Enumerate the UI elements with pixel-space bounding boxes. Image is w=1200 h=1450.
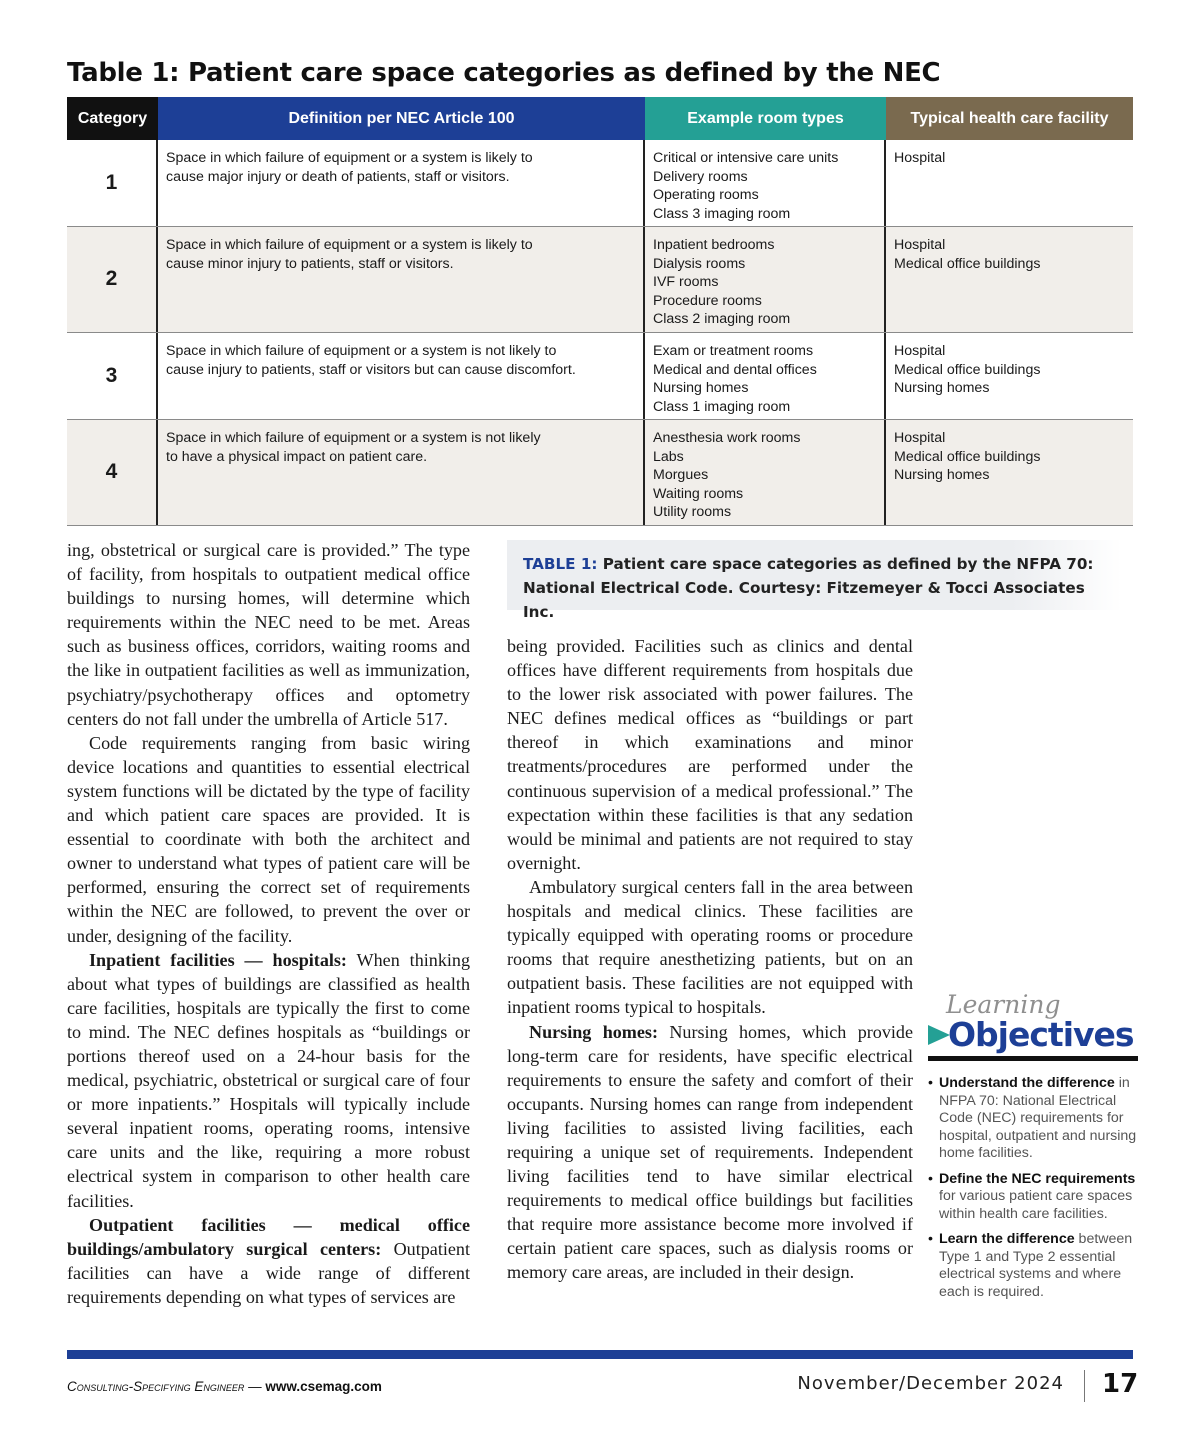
definition-cell: Space in which failure of equipment or a system is likely to cause major injury or death of patients, staff or visitors. xyxy=(158,140,645,226)
learning-script: Learning xyxy=(946,990,1061,1019)
subhead-outpatient: Outpatient facilities — medical office buildings/ambulatory surgical centers: xyxy=(67,1214,470,1259)
paragraph: ing, obstetrical or surgical care is provided.” The type of facility, from hospitals to outpatient medical office buildings to nursing homes, will determine which requirements within the NEC need to be met. Areas such as business offices, corridors, waiting rooms and the like in outpatient facilities as well as immunization, psychiatry/psychotherapy offices and optometry centers do not fall under the umbrella of Article 517. xyxy=(67,540,470,729)
facility-cell: Hospital Medical office buildings Nursing homes xyxy=(894,430,1041,483)
rooms-cell: Critical or intensive care units Delivery rooms Operating rooms Class 3 imaging room xyxy=(645,140,886,226)
table-row xyxy=(67,333,1133,420)
paragraph: Code requirements ranging from basic wiring device locations and quantities to essential electrical system functions will be dictated by the type of facility and which patient care spaces are provided. It is essential to coordinate with both the architect and owner to understand what types of patient care will be performed, ensuring the correct set of requirements within the NEC are followed, to prevent the over or under, designing of the facility. xyxy=(67,732,470,946)
definition-cell: Space in which failure of equipment or a system is likely to cause minor injury to patients, staff or visitors. xyxy=(158,227,645,332)
paragraph: Inpatient facilities — hospitals: When thinking about what types of buildings are classified as health care facilities, hospitals are typically the first to come to mind. The NEC defines hospitals as “buildings or portions thereof used on a 24-hour basis for the medical, psychiatric, obstetrical or surgical care of four or more inpatients.” Hospitals will typically include several inpatient rooms, operating rooms, intensive care units and the like, requiring a more robust electrical system in comparison to other health care facilities. xyxy=(67,949,471,1211)
objective-item: • Learn the difference between Type 1 and Type 2 essential electrical systems and where each is required. xyxy=(928,1231,1133,1300)
table-caption xyxy=(507,540,1122,621)
arrow-icon xyxy=(928,1025,950,1045)
category-cell: 3 xyxy=(67,333,158,419)
table-row xyxy=(67,420,1133,526)
rooms-cell: Inpatient bedrooms Dialysis rooms IVF rooms Procedure rooms Class 2 imaging room xyxy=(645,227,886,332)
facility-cell: Hospital Medical office buildings Nursing homes xyxy=(894,343,1041,396)
objective-item: • Understand the difference in NFPA 70: National Electrical Code (NEC) requirements for hospital, outpatient and nursing home facilities. xyxy=(928,1075,1137,1161)
rooms-cell: Anesthesia work rooms Labs Morgues Waiting rooms Utility rooms xyxy=(645,420,886,525)
caption-label: TABLE 1: xyxy=(523,555,598,573)
facility-cell: Hospital xyxy=(894,150,946,166)
paragraph: Outpatient facilities — medical office buildings/ambulatory surgical centers: Outpatient facilities can have a wide range of different requirements depending on what types of services are xyxy=(67,1214,470,1307)
header-facility: Typical health care facility xyxy=(886,97,1133,140)
page-number: 17 xyxy=(1102,1369,1139,1399)
issue-date: November/December 2024 xyxy=(797,1373,1064,1394)
table-row xyxy=(67,140,1133,227)
body-column-right xyxy=(507,634,913,1285)
body-column-left xyxy=(67,538,470,1309)
bullet-icon: • xyxy=(928,1231,933,1247)
header-room-types: Example room types xyxy=(645,97,886,140)
rooms-cell: Exam or treatment rooms Medical and dental offices Nursing homes Class 1 imaging room xyxy=(645,333,886,419)
table-header xyxy=(67,97,1133,140)
category-cell: 2 xyxy=(67,227,158,332)
facility-cell: Hospital Medical office buildings xyxy=(894,237,1041,272)
subhead-inpatient: Inpatient facilities — hospitals: xyxy=(89,949,347,970)
definition-cell: Space in which failure of equipment or a system is not likely to cause injury to patients, staff or visitors but can cause discomfort. xyxy=(158,333,645,419)
footer-publication: Consulting-Specifying Engineer — www.csemag.com xyxy=(67,1379,382,1394)
definition-cell: Space in which failure of equipment or a system is not likely to have a physical impact on patient care. xyxy=(158,420,645,525)
table-title: Table 1: Patient care space categories as defined by the NEC xyxy=(67,58,941,88)
paragraph: Ambulatory surgical centers fall in the area between hospitals and medical clinics. These facilities are typically equipped with operating rooms or procedure rooms that require anesthetizing patients, but on an outpatient basis. These facilities are not equipped with inpatient rooms typical to hospitals. xyxy=(507,876,913,1018)
paragraph: Nursing homes: Nursing homes, which provide long-term care for residents, have specific electrical requirements to ensure the safety and comfort of their occupants. Nursing homes can range from independent living facilities to assisted living facilities, each requiring a unique set of requirements. Independent living facilities tend to have similar electrical requirements to medical office buildings but facilities that require more assistance become more involved if certain patient care spaces, such as dialysis rooms or memory care areas, are included in their design. xyxy=(507,1021,913,1283)
subhead-nursing: Nursing homes: xyxy=(529,1021,658,1042)
divider xyxy=(928,1056,1138,1061)
divider xyxy=(1084,1370,1085,1402)
patient-care-table xyxy=(67,97,1133,526)
bullet-icon: • xyxy=(928,1170,933,1187)
learning-objectives-box xyxy=(928,990,1143,1309)
category-cell: 1 xyxy=(67,140,158,226)
table-row xyxy=(67,227,1133,333)
header-definition: Definition per NEC Article 100 xyxy=(158,97,645,140)
header-category: Category xyxy=(67,97,158,140)
objective-item: • Define the NEC requirements for various patient care spaces within health care facilities. xyxy=(928,1170,1136,1222)
footer-rule xyxy=(67,1350,1133,1359)
objectives-heading: Objectives xyxy=(948,1015,1134,1054)
bullet-icon: • xyxy=(928,1075,933,1091)
publication-name: Consulting-Specifying Engineer xyxy=(67,1379,245,1394)
paragraph: being provided. Facilities such as clinics and dental offices have different requirements from hospitals due to the lower risk associated with power failures. The NEC defines medical offices as “buildings or part thereof in which examinations and minor treatments/procedures are performed under the continuous supervision of a medical professional.” The expectation within these facilities is that any sedation would be minimal and patients are not required to stay overnight. xyxy=(507,636,913,873)
category-cell: 4 xyxy=(67,420,158,525)
publication-url[interactable]: www.csemag.com xyxy=(265,1379,382,1394)
caption-text: Patient care space categories as defined by the NFPA 70: National Electrical Code. Courtesy: Fitzemeyer & Tocci Associates Inc. xyxy=(523,555,1094,621)
